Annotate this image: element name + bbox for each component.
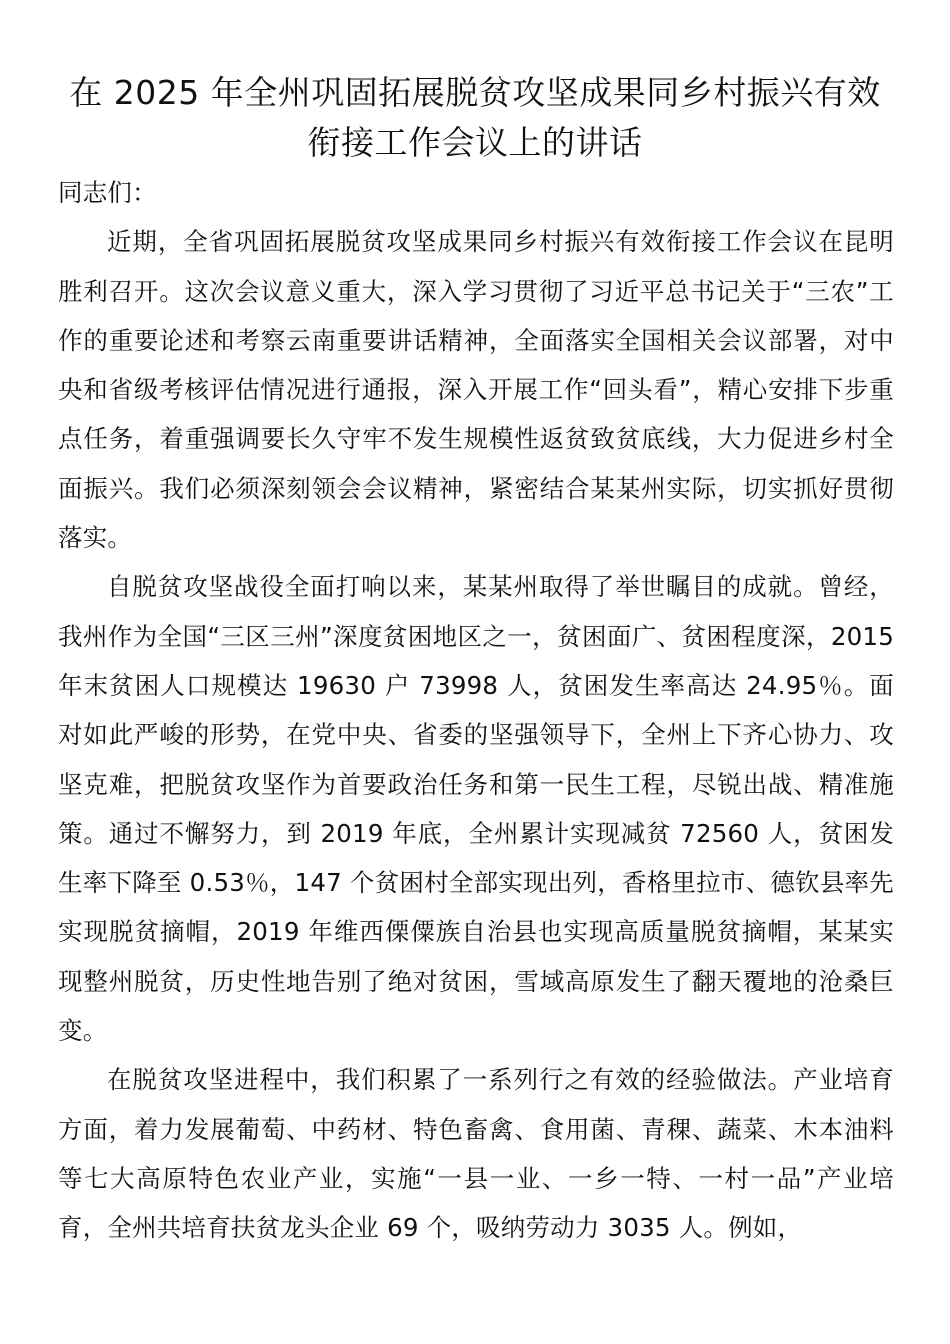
document-body — [58, 168, 894, 1253]
document-title: 在 2025 年全州巩固拓展脱贫攻坚成果同乡村振兴有效衔接工作会议上的讲话 — [69, 73, 881, 162]
paragraph-3: 在脱贫攻坚进程中，我们积累了一系列行之有效的经验做法。产业培育方面，着力发展葡萄、中药材、特色畜禽、食用菌、青稞、蔬菜、木本油料等七大高原特色农业产业，实施“一县一业、一乡一特、一村一品”产业培育，全州共培育扶贫龙头企业 69 个，吸纳劳动力 3035 人。例如， — [58, 1065, 894, 1243]
paragraph-2: 自脱贫攻坚战役全面打响以来，某某州取得了举世瞩目的成就。曾经，我州作为全国“三区三州”深度贫困地区之一，贫困面广、贫困程度深，2015 年末贫困人口规模达 19630 户 73998 人，贫困发生率高达 24.95％。面对如此严峻的形势，在党中央、省委的坚强领导下，全州上下齐心协力、攻坚克难，把脱贫攻坚作为首要政治任务和第一民生工程，尽锐出战、精准施策。通过不懈努力，到 2019 年底，全州累计实现减贫 72560 人，贫困发生率下降至 0.53％，147 个贫困村全部实现出列，香格里拉市、德钦县率先实现脱贫摘帽，2019 年维西傈僳族自治县也实现高质量脱贫摘帽，某某实现整州脱贫，历史性地告别了绝对贫困，雪域高原发生了翻天覆地的沧桑巨变。 — [58, 572, 894, 1046]
salutation: 同志们： — [58, 178, 157, 207]
paragraph-1: 近期，全省巩固拓展脱贫攻坚成果同乡村振兴有效衔接工作会议在昆明胜利召开。这次会议意义重大，深入学习贯彻了习近平总书记关于“三农”工作的重要论述和考察云南重要讲话精神，全面落实全国相关会议部署，对中央和省级考核评估情况进行通报，深入开展工作“回头看”，精心安排下步重点任务，着重强调要长久守牢不发生规模性返贫致贫底线，大力促进乡村全面振兴。我们必须深刻领会会议精神，紧密结合某某州实际，切实抓好贯彻落实。 — [58, 227, 894, 553]
